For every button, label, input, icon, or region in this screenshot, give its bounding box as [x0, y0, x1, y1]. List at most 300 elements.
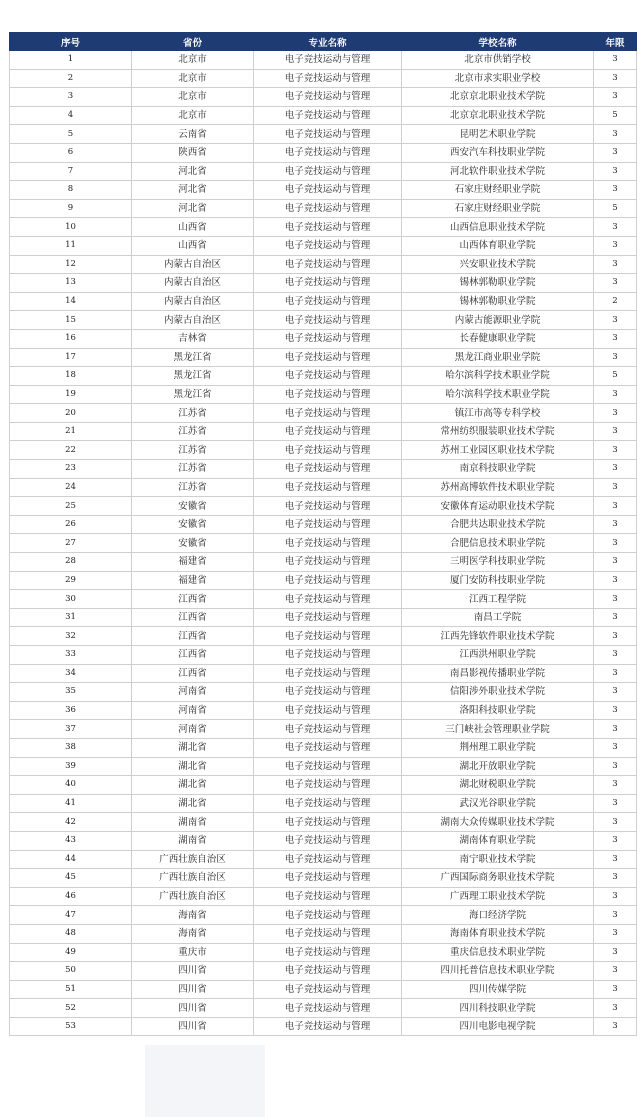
cell-province: 江苏省: [132, 460, 254, 479]
cell-school: 兴安职业技术学院: [402, 255, 594, 274]
cell-index: 3: [10, 88, 132, 107]
cell-index: 9: [10, 199, 132, 218]
cell-school: 厦门安防科技职业学院: [402, 571, 594, 590]
cell-major: 电子竞技运动与管理: [254, 422, 402, 441]
cell-index: 6: [10, 143, 132, 162]
cell-school: 镇江市高等专科学校: [402, 404, 594, 423]
cell-province: 江西省: [132, 627, 254, 646]
cell-province: 陕西省: [132, 143, 254, 162]
cell-major: 电子竞技运动与管理: [254, 88, 402, 107]
cell-province: 湖南省: [132, 813, 254, 832]
cell-major: 电子竞技运动与管理: [254, 106, 402, 125]
cell-years: 3: [594, 274, 637, 293]
cell-years: 5: [594, 367, 637, 386]
cell-years: 3: [594, 441, 637, 460]
cell-province: 广西壮族自治区: [132, 850, 254, 869]
cell-major: 电子竞技运动与管理: [254, 125, 402, 144]
cell-major: 电子竞技运动与管理: [254, 627, 402, 646]
table-row: [10, 664, 637, 683]
cell-index: 29: [10, 571, 132, 590]
cell-province: 内蒙古自治区: [132, 292, 254, 311]
cell-province: 江西省: [132, 608, 254, 627]
cell-years: 3: [594, 720, 637, 739]
cell-province: 黑龙江省: [132, 348, 254, 367]
cell-years: 3: [594, 255, 637, 274]
cell-years: 3: [594, 701, 637, 720]
cell-major: 电子竞技运动与管理: [254, 162, 402, 181]
cell-index: 1: [10, 51, 132, 70]
table-row: [10, 497, 637, 516]
table-row: [10, 999, 637, 1018]
cell-school: 南京科技职业学院: [402, 460, 594, 479]
cell-province: 江苏省: [132, 441, 254, 460]
cell-school: 武汉光谷职业学院: [402, 794, 594, 813]
cell-major: 电子竞技运动与管理: [254, 813, 402, 832]
cell-major: 电子竞技运动与管理: [254, 980, 402, 999]
table-row: [10, 683, 637, 702]
cell-province: 重庆市: [132, 943, 254, 962]
cell-province: 福建省: [132, 571, 254, 590]
cell-index: 15: [10, 311, 132, 330]
cell-years: 3: [594, 776, 637, 795]
cell-province: 湖北省: [132, 757, 254, 776]
cell-province: 四川省: [132, 999, 254, 1018]
cell-index: 8: [10, 181, 132, 200]
cell-years: 3: [594, 143, 637, 162]
cell-province: 海南省: [132, 924, 254, 943]
header-school: 学校名称: [402, 33, 594, 51]
cell-index: 49: [10, 943, 132, 962]
table-row: [10, 460, 637, 479]
cell-index: 39: [10, 757, 132, 776]
cell-major: 电子竞技运动与管理: [254, 701, 402, 720]
cell-years: 3: [594, 757, 637, 776]
cell-index: 42: [10, 813, 132, 832]
header-province: 省份: [132, 33, 254, 51]
cell-school: 合肥信息技术职业学院: [402, 534, 594, 553]
cell-index: 19: [10, 385, 132, 404]
cell-school: 河北软件职业技术学院: [402, 162, 594, 181]
cell-years: 3: [594, 515, 637, 534]
cell-major: 电子竞技运动与管理: [254, 924, 402, 943]
cell-index: 24: [10, 478, 132, 497]
cell-school: 四川科技职业学院: [402, 999, 594, 1018]
cell-years: 3: [594, 348, 637, 367]
cell-major: 电子竞技运动与管理: [254, 441, 402, 460]
table-row: [10, 869, 637, 888]
cell-province: 广西壮族自治区: [132, 869, 254, 888]
cell-major: 电子竞技运动与管理: [254, 292, 402, 311]
cell-major: 电子竞技运动与管理: [254, 515, 402, 534]
cell-index: 4: [10, 106, 132, 125]
cell-years: 3: [594, 534, 637, 553]
table-row: [10, 367, 637, 386]
cell-school: 海口经济学院: [402, 906, 594, 925]
cell-index: 51: [10, 980, 132, 999]
cell-index: 32: [10, 627, 132, 646]
cell-school: 三门峡社会管理职业学院: [402, 720, 594, 739]
table-row: [10, 106, 637, 125]
table-row: [10, 738, 637, 757]
header-major: 专业名称: [254, 33, 402, 51]
cell-major: 电子竞技运动与管理: [254, 367, 402, 386]
cell-province: 江苏省: [132, 404, 254, 423]
cell-province: 广西壮族自治区: [132, 887, 254, 906]
cell-years: 3: [594, 683, 637, 702]
cell-index: 37: [10, 720, 132, 739]
table-row: [10, 385, 637, 404]
cell-school: 湖北开放职业学院: [402, 757, 594, 776]
cell-school: 北京京北职业技术学院: [402, 106, 594, 125]
cell-province: 山西省: [132, 236, 254, 255]
cell-index: 31: [10, 608, 132, 627]
cell-school: 昆明艺术职业学院: [402, 125, 594, 144]
cell-major: 电子竞技运动与管理: [254, 478, 402, 497]
cell-index: 30: [10, 590, 132, 609]
table-row: [10, 646, 637, 665]
cell-index: 23: [10, 460, 132, 479]
cell-province: 内蒙古自治区: [132, 255, 254, 274]
cell-province: 四川省: [132, 980, 254, 999]
cell-index: 11: [10, 236, 132, 255]
cell-school: 北京市供销学校: [402, 51, 594, 70]
cell-province: 河南省: [132, 701, 254, 720]
cell-index: 33: [10, 646, 132, 665]
cell-major: 电子竞技运动与管理: [254, 850, 402, 869]
table-row: [10, 980, 637, 999]
cell-major: 电子竞技运动与管理: [254, 720, 402, 739]
cell-province: 湖北省: [132, 776, 254, 795]
cell-years: 3: [594, 627, 637, 646]
table-row: [10, 441, 637, 460]
table-row: [10, 627, 637, 646]
cell-major: 电子竞技运动与管理: [254, 348, 402, 367]
cell-school: 锡林郭勒职业学院: [402, 292, 594, 311]
cell-index: 46: [10, 887, 132, 906]
cell-years: 2: [594, 292, 637, 311]
cell-index: 44: [10, 850, 132, 869]
cell-school: 湖北财税职业学院: [402, 776, 594, 795]
cell-index: 50: [10, 962, 132, 981]
cell-major: 电子竞技运动与管理: [254, 51, 402, 70]
table-row: [10, 776, 637, 795]
cell-major: 电子竞技运动与管理: [254, 794, 402, 813]
table-row: [10, 924, 637, 943]
cell-major: 电子竞技运动与管理: [254, 1017, 402, 1036]
cell-years: 3: [594, 999, 637, 1018]
cell-years: 3: [594, 869, 637, 888]
table-row: [10, 478, 637, 497]
table-row: [10, 887, 637, 906]
cell-province: 山西省: [132, 218, 254, 237]
table-row: [10, 88, 637, 107]
cell-province: 河北省: [132, 199, 254, 218]
cell-major: 电子竞技运动与管理: [254, 255, 402, 274]
cell-years: 3: [594, 813, 637, 832]
cell-years: 3: [594, 51, 637, 70]
table-row: [10, 813, 637, 832]
cell-index: 17: [10, 348, 132, 367]
cell-school: 长春健康职业学院: [402, 329, 594, 348]
cell-school: 南昌工学院: [402, 608, 594, 627]
cell-school: 信阳涉外职业技术学院: [402, 683, 594, 702]
cell-major: 电子竞技运动与管理: [254, 69, 402, 88]
cell-province: 内蒙古自治区: [132, 311, 254, 330]
cell-years: 5: [594, 106, 637, 125]
cell-index: 48: [10, 924, 132, 943]
cell-index: 52: [10, 999, 132, 1018]
background-blur-patch: [145, 1045, 265, 1117]
table-row: [10, 720, 637, 739]
table-row: [10, 962, 637, 981]
cell-province: 湖南省: [132, 831, 254, 850]
cell-years: 3: [594, 664, 637, 683]
cell-years: 3: [594, 850, 637, 869]
cell-years: 3: [594, 88, 637, 107]
cell-major: 电子竞技运动与管理: [254, 646, 402, 665]
cell-index: 10: [10, 218, 132, 237]
cell-years: 3: [594, 794, 637, 813]
cell-school: 三明医学科技职业学院: [402, 553, 594, 572]
table-row: [10, 608, 637, 627]
table-row: [10, 199, 637, 218]
table-row: [10, 831, 637, 850]
cell-major: 电子竞技运动与管理: [254, 534, 402, 553]
cell-school: 洛阳科技职业学院: [402, 701, 594, 720]
cell-school: 南昌影视传播职业学院: [402, 664, 594, 683]
cell-school: 内蒙古能源职业学院: [402, 311, 594, 330]
cell-index: 5: [10, 125, 132, 144]
cell-school: 北京市求实职业学校: [402, 69, 594, 88]
cell-major: 电子竞技运动与管理: [254, 385, 402, 404]
cell-index: 14: [10, 292, 132, 311]
cell-major: 电子竞技运动与管理: [254, 143, 402, 162]
table-row: [10, 69, 637, 88]
cell-years: 3: [594, 162, 637, 181]
table-row: [10, 906, 637, 925]
cell-index: 34: [10, 664, 132, 683]
cell-school: 四川托普信息技术职业学院: [402, 962, 594, 981]
cell-years: 3: [594, 69, 637, 88]
cell-major: 电子竞技运动与管理: [254, 757, 402, 776]
table-header: [10, 33, 637, 51]
table-row: [10, 218, 637, 237]
cell-major: 电子竞技运动与管理: [254, 460, 402, 479]
cell-years: 3: [594, 497, 637, 516]
cell-years: 3: [594, 478, 637, 497]
cell-province: 湖北省: [132, 794, 254, 813]
cell-years: 3: [594, 329, 637, 348]
cell-school: 苏州工业园区职业技术学院: [402, 441, 594, 460]
table-row: [10, 850, 637, 869]
cell-school: 南宁职业技术学院: [402, 850, 594, 869]
cell-years: 3: [594, 460, 637, 479]
table-row: [10, 534, 637, 553]
table-row: [10, 553, 637, 572]
cell-province: 湖北省: [132, 738, 254, 757]
cell-province: 福建省: [132, 553, 254, 572]
cell-province: 北京市: [132, 51, 254, 70]
cell-years: 3: [594, 1017, 637, 1036]
cell-province: 江西省: [132, 590, 254, 609]
cell-province: 黑龙江省: [132, 367, 254, 386]
table-row: [10, 590, 637, 609]
table-row: [10, 51, 637, 70]
cell-major: 电子竞技运动与管理: [254, 497, 402, 516]
cell-index: 20: [10, 404, 132, 423]
cell-province: 安徽省: [132, 534, 254, 553]
cell-years: 3: [594, 125, 637, 144]
cell-province: 内蒙古自治区: [132, 274, 254, 293]
table-row: [10, 162, 637, 181]
cell-major: 电子竞技运动与管理: [254, 404, 402, 423]
cell-index: 43: [10, 831, 132, 850]
cell-province: 吉林省: [132, 329, 254, 348]
table-row: [10, 181, 637, 200]
cell-index: 45: [10, 869, 132, 888]
cell-school: 江西洪州职业学院: [402, 646, 594, 665]
cell-major: 电子竞技运动与管理: [254, 664, 402, 683]
cell-school: 四川电影电视学院: [402, 1017, 594, 1036]
cell-index: 18: [10, 367, 132, 386]
table-row: [10, 571, 637, 590]
cell-index: 35: [10, 683, 132, 702]
cell-index: 2: [10, 69, 132, 88]
table-row: [10, 311, 637, 330]
cell-major: 电子竞技运动与管理: [254, 906, 402, 925]
cell-school: 山西信息职业技术学院: [402, 218, 594, 237]
cell-school: 海南体育职业技术学院: [402, 924, 594, 943]
cell-years: 3: [594, 385, 637, 404]
cell-major: 电子竞技运动与管理: [254, 274, 402, 293]
header-row: [10, 33, 637, 51]
cell-years: 3: [594, 218, 637, 237]
table-row: [10, 274, 637, 293]
cell-province: 北京市: [132, 69, 254, 88]
cell-years: 3: [594, 590, 637, 609]
cell-school: 江西先锋软件职业技术学院: [402, 627, 594, 646]
cell-years: 3: [594, 311, 637, 330]
cell-school: 石家庄财经职业学院: [402, 181, 594, 200]
cell-province: 安徽省: [132, 497, 254, 516]
cell-major: 电子竞技运动与管理: [254, 181, 402, 200]
cell-index: 22: [10, 441, 132, 460]
cell-major: 电子竞技运动与管理: [254, 590, 402, 609]
cell-index: 36: [10, 701, 132, 720]
cell-school: 哈尔滨科学技术职业学院: [402, 385, 594, 404]
cell-province: 北京市: [132, 88, 254, 107]
table-row: [10, 422, 637, 441]
cell-major: 电子竞技运动与管理: [254, 887, 402, 906]
cell-index: 28: [10, 553, 132, 572]
header-years: 年限: [594, 33, 637, 51]
cell-school: 常州纺织服装职业技术学院: [402, 422, 594, 441]
table-row: [10, 1017, 637, 1036]
cell-index: 47: [10, 906, 132, 925]
cell-index: 16: [10, 329, 132, 348]
cell-province: 河北省: [132, 181, 254, 200]
table-row: [10, 794, 637, 813]
cell-years: 3: [594, 646, 637, 665]
cell-years: 3: [594, 404, 637, 423]
cell-index: 21: [10, 422, 132, 441]
table-row: [10, 348, 637, 367]
cell-index: 53: [10, 1017, 132, 1036]
cell-province: 黑龙江省: [132, 385, 254, 404]
cell-school: 北京京北职业技术学院: [402, 88, 594, 107]
cell-province: 江苏省: [132, 422, 254, 441]
table-row: [10, 143, 637, 162]
cell-province: 四川省: [132, 962, 254, 981]
cell-school: 合肥共达职业技术学院: [402, 515, 594, 534]
cell-years: 3: [594, 553, 637, 572]
cell-major: 电子竞技运动与管理: [254, 738, 402, 757]
cell-province: 河南省: [132, 683, 254, 702]
cell-index: 27: [10, 534, 132, 553]
cell-years: 3: [594, 738, 637, 757]
cell-school: 湖南体育职业学院: [402, 831, 594, 850]
cell-school: 江西工程学院: [402, 590, 594, 609]
table-body: [10, 51, 637, 1036]
cell-years: 3: [594, 422, 637, 441]
cell-province: 河北省: [132, 162, 254, 181]
cell-index: 7: [10, 162, 132, 181]
cell-major: 电子竞技运动与管理: [254, 999, 402, 1018]
cell-years: 3: [594, 906, 637, 925]
cell-major: 电子竞技运动与管理: [254, 943, 402, 962]
cell-province: 江苏省: [132, 478, 254, 497]
cell-major: 电子竞技运动与管理: [254, 683, 402, 702]
cell-years: 3: [594, 831, 637, 850]
cell-province: 北京市: [132, 106, 254, 125]
cell-years: 3: [594, 571, 637, 590]
table-row: [10, 292, 637, 311]
schools-table: [9, 32, 637, 1036]
cell-school: 石家庄财经职业学院: [402, 199, 594, 218]
table-row: [10, 757, 637, 776]
cell-years: 3: [594, 962, 637, 981]
cell-school: 荆州理工职业学院: [402, 738, 594, 757]
cell-major: 电子竞技运动与管理: [254, 553, 402, 572]
table-row: [10, 329, 637, 348]
cell-index: 26: [10, 515, 132, 534]
cell-major: 电子竞技运动与管理: [254, 199, 402, 218]
cell-years: 5: [594, 199, 637, 218]
table-row: [10, 236, 637, 255]
table-row: [10, 255, 637, 274]
cell-years: 3: [594, 181, 637, 200]
cell-years: 3: [594, 887, 637, 906]
cell-major: 电子竞技运动与管理: [254, 236, 402, 255]
cell-years: 3: [594, 980, 637, 999]
header-index: 序号: [10, 33, 132, 51]
cell-school: 西安汽车科技职业学院: [402, 143, 594, 162]
cell-index: 25: [10, 497, 132, 516]
cell-school: 重庆信息技术职业学院: [402, 943, 594, 962]
cell-index: 41: [10, 794, 132, 813]
cell-major: 电子竞技运动与管理: [254, 218, 402, 237]
cell-school: 哈尔滨科学技术职业学院: [402, 367, 594, 386]
cell-years: 3: [594, 608, 637, 627]
cell-index: 38: [10, 738, 132, 757]
table-row: [10, 515, 637, 534]
cell-school: 黑龙江商业职业学院: [402, 348, 594, 367]
cell-years: 3: [594, 236, 637, 255]
cell-province: 河南省: [132, 720, 254, 739]
table-row: [10, 125, 637, 144]
table-row: [10, 404, 637, 423]
cell-school: 锡林郭勒职业学院: [402, 274, 594, 293]
